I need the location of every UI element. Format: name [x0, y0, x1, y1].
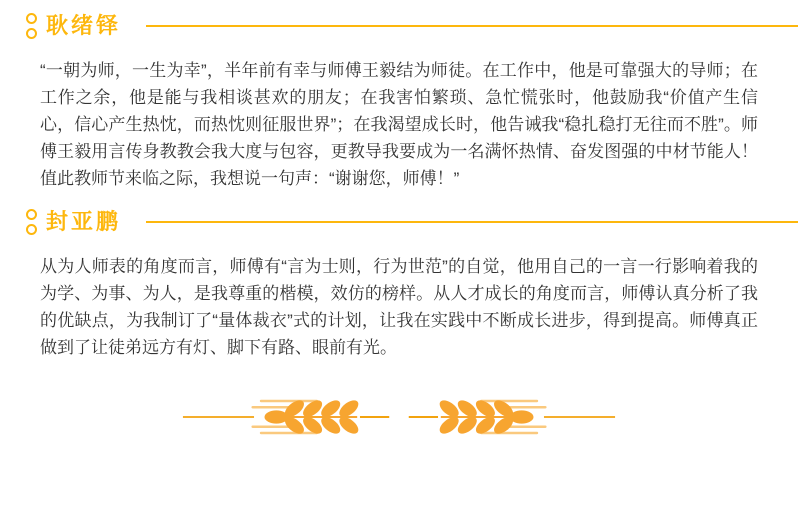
section-header	[0, 208, 798, 236]
footer-ornament-row	[0, 394, 798, 440]
author-name: 耿绪铎	[46, 13, 122, 38]
circle-icon	[26, 209, 37, 220]
testimonial-paragraph: “一朝为师，一生为幸”，半年前有幸与师傅王毅结为师徒。在工作中，他是可靠强大的导师；在工作之余，他是能与我相谈甚欢的朋友；在我害怕繁琐、急忙慌张时，他鼓励我“价值产生信心，信心产生热忱，而热忱则征服世界”；在我渴望成长时，他告诫我“稳扎稳打无往而不胜”。师傅王毅用言传身教教会我大度与包容，更教导我要成为一名满怀热情、奋发图强的中材节能人！值此教师节来临之际，我想说一句声：“谢谢您，师傅！”	[40, 61, 758, 188]
section-second	[0, 192, 798, 361]
double-circle-icon	[26, 209, 37, 235]
header-rule	[146, 221, 798, 223]
section-first	[0, 0, 798, 192]
wheat-divider-icon	[182, 394, 616, 440]
circle-icon	[26, 28, 37, 39]
circle-icon	[26, 13, 37, 24]
testimonial-paragraph: 从为人师表的角度而言，师傅有“言为士则，行为世范”的自觉，他用自己的一言一行影响着我的为学、为事、为人，是我尊重的楷模，效仿的榜样。从人才成长的角度而言，师傅认真分析了我的优缺点，为我制订了“量体裁衣”式的计划，让我在实践中不断成长进步，得到提高。师傅真正做到了让徒弟远方有灯、脚下有路、眼前有光。	[40, 257, 758, 357]
double-circle-icon	[26, 13, 37, 39]
section-header	[0, 12, 798, 40]
header-rule	[146, 25, 798, 27]
circle-icon	[26, 224, 37, 235]
author-name: 封亚鹏	[46, 209, 122, 234]
